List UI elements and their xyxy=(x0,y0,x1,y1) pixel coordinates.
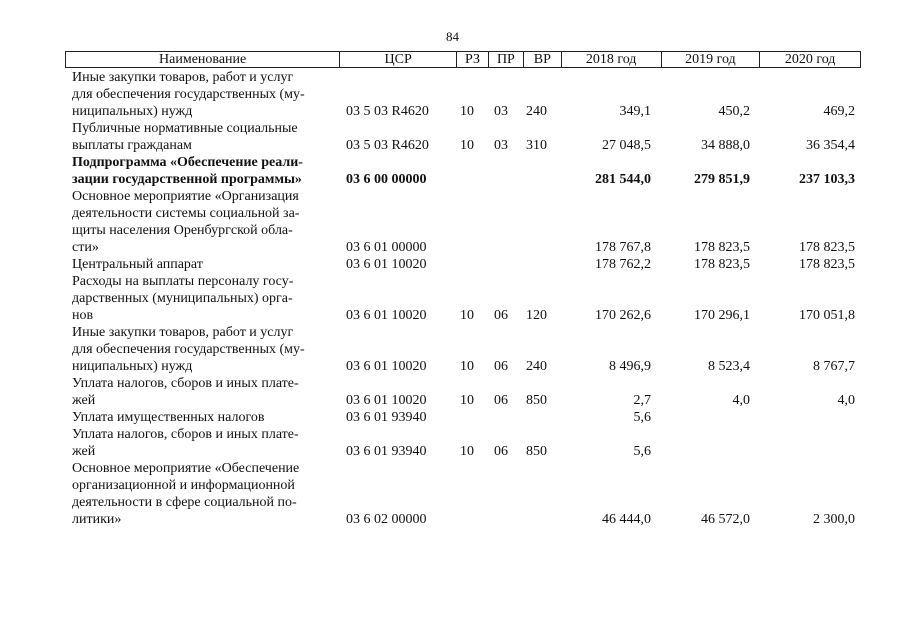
row-pr: 06 xyxy=(494,359,508,374)
row-name-line: Публичные нормативные социальные xyxy=(72,121,298,136)
row-value-2019: 178 823,5 xyxy=(694,257,750,272)
row-name-line: Центральный аппарат xyxy=(72,257,203,272)
row-rz: 10 xyxy=(460,393,474,408)
row-name-line: дарственных (муниципальных) орга- xyxy=(72,291,293,306)
row-vr: 240 xyxy=(526,359,547,374)
row-name-line: Основное мероприятие «Обеспечение xyxy=(72,461,300,476)
row-name-line: Подпрограмма «Обеспечение реали- xyxy=(72,155,303,170)
table-row xyxy=(65,120,861,154)
row-value-2019: 34 888,0 xyxy=(701,138,750,153)
row-value-2020: 36 354,4 xyxy=(806,138,855,153)
row-pr: 06 xyxy=(494,444,508,459)
table-row xyxy=(65,460,861,528)
page-number: 84 xyxy=(446,29,459,44)
row-rz: 10 xyxy=(460,359,474,374)
row-name-line: Уплата имущественных налогов xyxy=(72,410,265,425)
row-csr: 03 6 01 10020 xyxy=(346,393,427,408)
row-name-line: выплаты гражданам xyxy=(72,138,192,153)
row-rz: 10 xyxy=(460,138,474,153)
row-name-line: Иные закупки товаров, работ и услуг xyxy=(72,70,294,85)
row-name-line: Уплата налогов, сборов и иных плате- xyxy=(72,376,299,391)
row-pr: 03 xyxy=(494,138,508,153)
row-name-line: Основное мероприятие «Организация xyxy=(72,189,299,204)
table-row xyxy=(65,273,861,324)
row-csr: 03 6 01 10020 xyxy=(346,359,427,374)
row-name-line: сти» xyxy=(72,240,99,255)
row-name-line: щиты населения Оренбургской обла- xyxy=(72,223,293,238)
row-value-2020: 2 300,0 xyxy=(813,512,855,527)
header-pr: ПР xyxy=(489,52,524,67)
row-csr: 03 6 01 93940 xyxy=(346,410,427,425)
row-csr: 03 5 03 R4620 xyxy=(346,138,429,153)
row-csr: 03 5 03 R4620 xyxy=(346,104,429,119)
row-name-line: для обеспечения государственных (му- xyxy=(72,87,305,102)
row-value-2018: 281 544,0 xyxy=(595,172,651,187)
row-pr: 06 xyxy=(494,393,508,408)
row-csr: 03 6 02 00000 xyxy=(346,512,427,527)
table-row xyxy=(65,256,861,273)
table-row xyxy=(65,409,861,426)
row-name-line: зации государственной программы» xyxy=(72,172,302,187)
row-value-2018: 178 762,2 xyxy=(595,257,651,272)
header-2018: 2018 год xyxy=(562,52,662,67)
row-value-2020: 237 103,3 xyxy=(799,172,855,187)
table-row xyxy=(65,375,861,409)
row-csr: 03 6 01 10020 xyxy=(346,257,427,272)
row-vr: 850 xyxy=(526,393,547,408)
header-vr: ВР xyxy=(524,52,562,67)
row-vr: 240 xyxy=(526,104,547,119)
row-value-2018: 178 767,8 xyxy=(595,240,651,255)
row-name-line: нов xyxy=(72,308,94,323)
row-vr: 310 xyxy=(526,138,547,153)
row-value-2019: 4,0 xyxy=(732,393,750,408)
row-value-2018: 349,1 xyxy=(619,104,651,119)
row-name-line: организационной и информационной xyxy=(72,478,295,493)
row-value-2019: 450,2 xyxy=(718,104,750,119)
row-rz: 10 xyxy=(460,444,474,459)
header-name: Наименование xyxy=(66,52,340,67)
row-vr: 850 xyxy=(526,444,547,459)
row-value-2020: 178 823,5 xyxy=(799,240,855,255)
row-name xyxy=(65,409,861,426)
row-value-2018: 8 496,9 xyxy=(609,359,651,374)
row-csr: 03 6 00 00000 xyxy=(346,172,427,187)
row-value-2020: 4,0 xyxy=(837,393,855,408)
table-header xyxy=(65,51,861,68)
row-value-2018: 170 262,6 xyxy=(595,308,651,323)
table-row xyxy=(65,69,861,120)
row-value-2020: 170 051,8 xyxy=(799,308,855,323)
row-value-2019: 170 296,1 xyxy=(694,308,750,323)
row-value-2018: 5,6 xyxy=(633,444,651,459)
row-rz: 10 xyxy=(460,308,474,323)
row-name-line: деятельности в сфере социальной по- xyxy=(72,495,297,510)
row-pr: 03 xyxy=(494,104,508,119)
row-csr: 03 6 01 93940 xyxy=(346,444,427,459)
row-value-2019: 8 523,4 xyxy=(708,359,750,374)
row-value-2019: 178 823,5 xyxy=(694,240,750,255)
row-pr: 06 xyxy=(494,308,508,323)
row-value-2019: 46 572,0 xyxy=(701,512,750,527)
row-csr: 03 6 01 00000 xyxy=(346,240,427,255)
row-value-2019: 279 851,9 xyxy=(694,172,750,187)
row-value-2018: 2,7 xyxy=(633,393,651,408)
table-row xyxy=(65,188,861,256)
row-vr: 120 xyxy=(526,308,547,323)
row-value-2018: 46 444,0 xyxy=(602,512,651,527)
header-rz: РЗ xyxy=(457,52,489,67)
header-2020: 2020 год xyxy=(784,52,836,67)
row-name-line: Уплата налогов, сборов и иных плате- xyxy=(72,427,299,442)
row-name-line: ниципальных) нужд xyxy=(72,359,193,374)
row-value-2020: 178 823,5 xyxy=(799,257,855,272)
header-csr: ЦСР xyxy=(340,52,457,67)
row-name-line: ниципальных) нужд xyxy=(72,104,193,119)
header-2019: 2019 год xyxy=(662,52,761,67)
row-name-line: для обеспечения государственных (му- xyxy=(72,342,305,357)
row-name-line: литики» xyxy=(72,512,122,527)
row-csr: 03 6 01 10020 xyxy=(346,308,427,323)
row-name-line: жей xyxy=(72,393,96,408)
row-value-2018: 5,6 xyxy=(633,410,651,425)
row-name-line: Расходы на выплаты персоналу госу- xyxy=(72,274,294,289)
row-value-2018: 27 048,5 xyxy=(602,138,651,153)
row-rz: 10 xyxy=(460,104,474,119)
table-row xyxy=(65,324,861,375)
table-row xyxy=(65,426,861,460)
row-name-line: Иные закупки товаров, работ и услуг xyxy=(72,325,294,340)
table-body xyxy=(65,69,861,528)
table-row xyxy=(65,154,861,188)
row-value-2020: 8 767,7 xyxy=(813,359,855,374)
row-name-line: жей xyxy=(72,444,96,459)
row-value-2020: 469,2 xyxy=(823,104,855,119)
row-name-line: деятельности системы социальной за- xyxy=(72,206,300,221)
